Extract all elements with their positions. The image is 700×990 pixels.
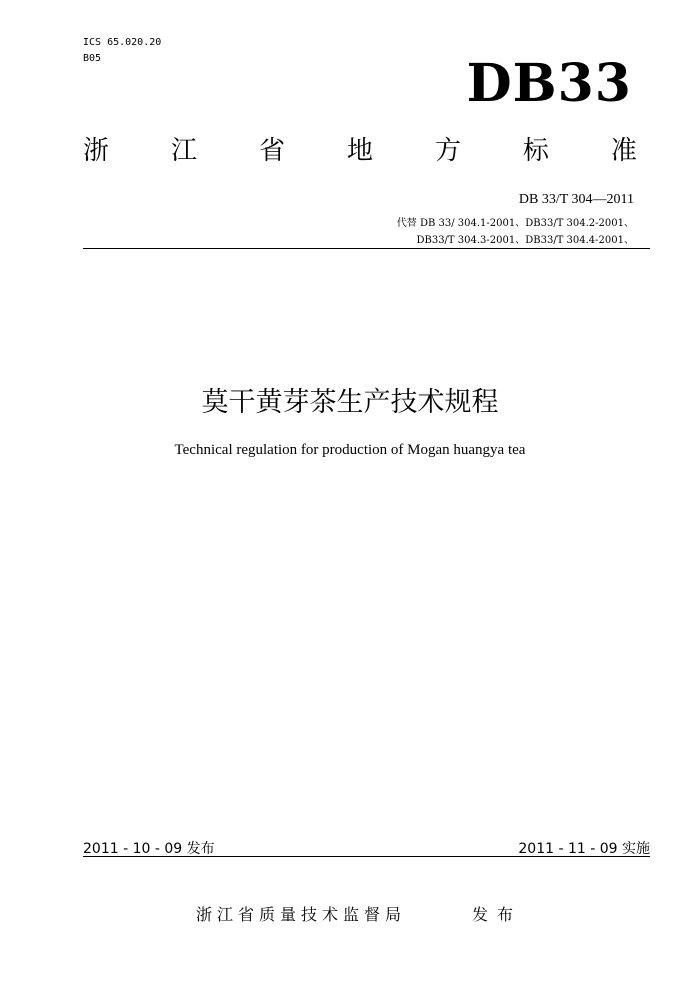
- implement-date: 2011 - 11 - 09 实施: [518, 841, 650, 857]
- standard-title-char: 方: [434, 136, 461, 166]
- classification-code: B05: [83, 53, 102, 64]
- standard-title-char: 标: [522, 136, 549, 166]
- standard-title-char: 浙: [83, 136, 110, 166]
- standard-title-char: 准: [610, 136, 637, 166]
- document-title-cn: 莫干黄芽茶生产技术规程: [201, 387, 499, 418]
- replaces-line-2: DB33/T 304.3-2001、DB33/T 304.4-2001、: [416, 235, 634, 246]
- issue-label: 发布: [472, 905, 523, 924]
- standard-title-char: 江: [170, 136, 197, 166]
- ics-code: ICS 65.020.20: [83, 37, 162, 48]
- publish-date: 2011 - 10 - 09 发布: [83, 841, 215, 857]
- standard-title-char: 省: [258, 136, 285, 166]
- header-divider: [83, 248, 650, 249]
- db-mark: DB33: [466, 53, 632, 114]
- standard-category-title: [83, 138, 637, 164]
- standard-title-char: 地: [346, 136, 373, 166]
- document-title-en: Technical regulation for production of Mogan huangya tea: [174, 442, 526, 458]
- standard-number: DB 33/T 304—2011: [518, 192, 634, 207]
- footer-divider: [83, 856, 650, 857]
- issuing-authority: 浙江省质量技术监督局: [196, 905, 407, 924]
- replaces-line-1: 代替 DB 33/ 304.1-2001、DB33/T 304.2-2001、: [396, 218, 634, 229]
